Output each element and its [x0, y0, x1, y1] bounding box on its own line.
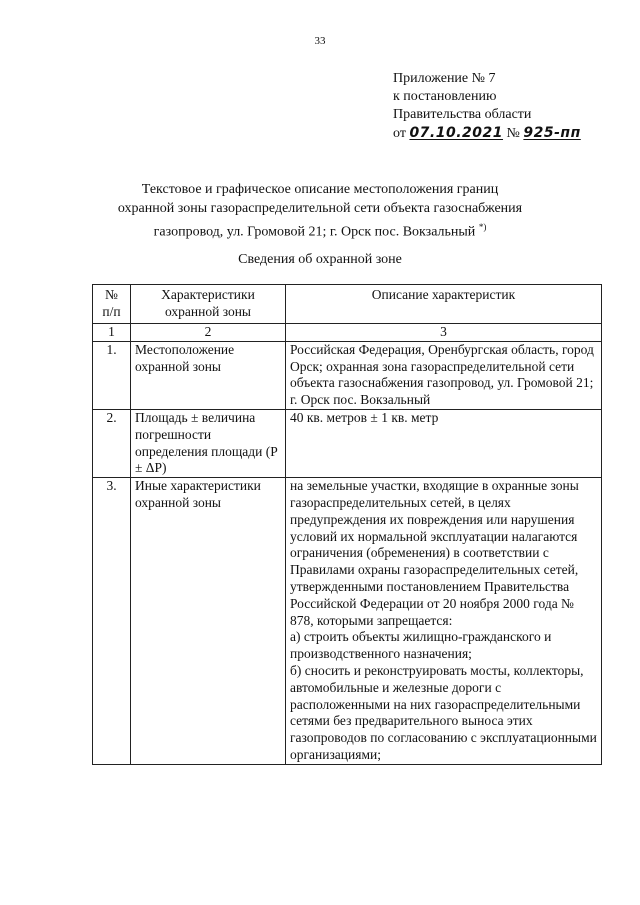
header-num-line-2: п/п — [102, 304, 121, 319]
footnote-mark: *) — [478, 222, 487, 232]
table-row — [93, 478, 602, 765]
header-desc: Описание характеристик — [286, 285, 602, 324]
appendix-line-1: Приложение № 7 — [393, 71, 496, 86]
row-desc: 40 кв. метров ± 1 кв. метр — [286, 409, 602, 477]
row-char: Местоположение охранной зоны — [131, 341, 286, 409]
title-line-3-text: газопровод, ул. Громовой 21; г. Орск пос. Вокзальный — [153, 224, 476, 240]
appendix-date-line — [393, 124, 581, 143]
appendix-line-3: Правительства области — [393, 107, 532, 122]
row-num: 2. — [93, 409, 131, 477]
row-desc: Российская Федерация, Оренбургская область, город Орск; охранная зона газораспределительной сети объекта газоснабжения газопровод, ул. Громовой 21; г. Орск пос. Вокзальный — [286, 341, 602, 409]
row-desc-item-a: а) строить объекты жилищно-гражданского и производственного назначения; — [290, 629, 552, 662]
appendix-block — [393, 70, 581, 143]
table-index-row — [93, 324, 602, 342]
date-prefix: от — [393, 126, 406, 141]
row-num: 3. — [93, 478, 131, 765]
index-cell: 1 — [93, 324, 131, 342]
title-line-1: Текстовое и графическое описание местоположения границ — [141, 182, 499, 197]
section-subtitle: Сведения об охранной зоне — [238, 252, 402, 267]
title-line-3 — [0, 218, 640, 242]
table-header-row — [93, 285, 602, 324]
page-number: 33 — [314, 35, 326, 47]
row-desc-intro: на земельные участки, входящие в охранные зоны газораспределительных сетей, в целях предупреждения их повреждения или нарушения условий их нормальной эксплуатации налагаются ограничения (обременения) в соответствии с Правилами охраны газораспределительных сетей, утвержденными постановлением Правительства Российской Федерации от 20 ноября 2000 года № 878, которыми запрещается: — [290, 478, 579, 628]
handwritten-date: 07.10.2021 — [409, 125, 504, 141]
header-char — [131, 285, 286, 324]
row-desc — [286, 478, 602, 765]
row-char: Площадь ± величина погрешности определения площади (P ± ΔP) — [131, 409, 286, 477]
table-row — [93, 341, 602, 409]
header-num-line-1: № — [105, 287, 118, 303]
header-num — [93, 285, 131, 324]
number-sign: № — [506, 126, 520, 141]
row-char: Иные характеристики охранной зоны — [131, 478, 286, 765]
document-title — [0, 180, 640, 242]
row-desc-item-b: б) сносить и реконструировать мосты, коллекторы, автомобильные и железные дороги с расположенными на них газораспределительными сетями без предварительного выноса этих газопроводов по согласованию с эксплуатационными организациями; — [290, 662, 597, 762]
title-line-2: охранной зоны газораспределительной сети объекта газоснабжения — [117, 201, 523, 216]
index-cell: 3 — [286, 324, 602, 342]
header-char-line-1: Характеристики — [161, 287, 255, 303]
handwritten-number: 925-пп — [523, 125, 581, 141]
table-row — [93, 409, 602, 477]
index-cell: 2 — [131, 324, 286, 342]
header-char-line-2: охранной зоны — [164, 304, 251, 319]
protection-zone-table — [92, 284, 602, 765]
row-num: 1. — [93, 341, 131, 409]
appendix-line-2: к постановлению — [393, 89, 497, 104]
